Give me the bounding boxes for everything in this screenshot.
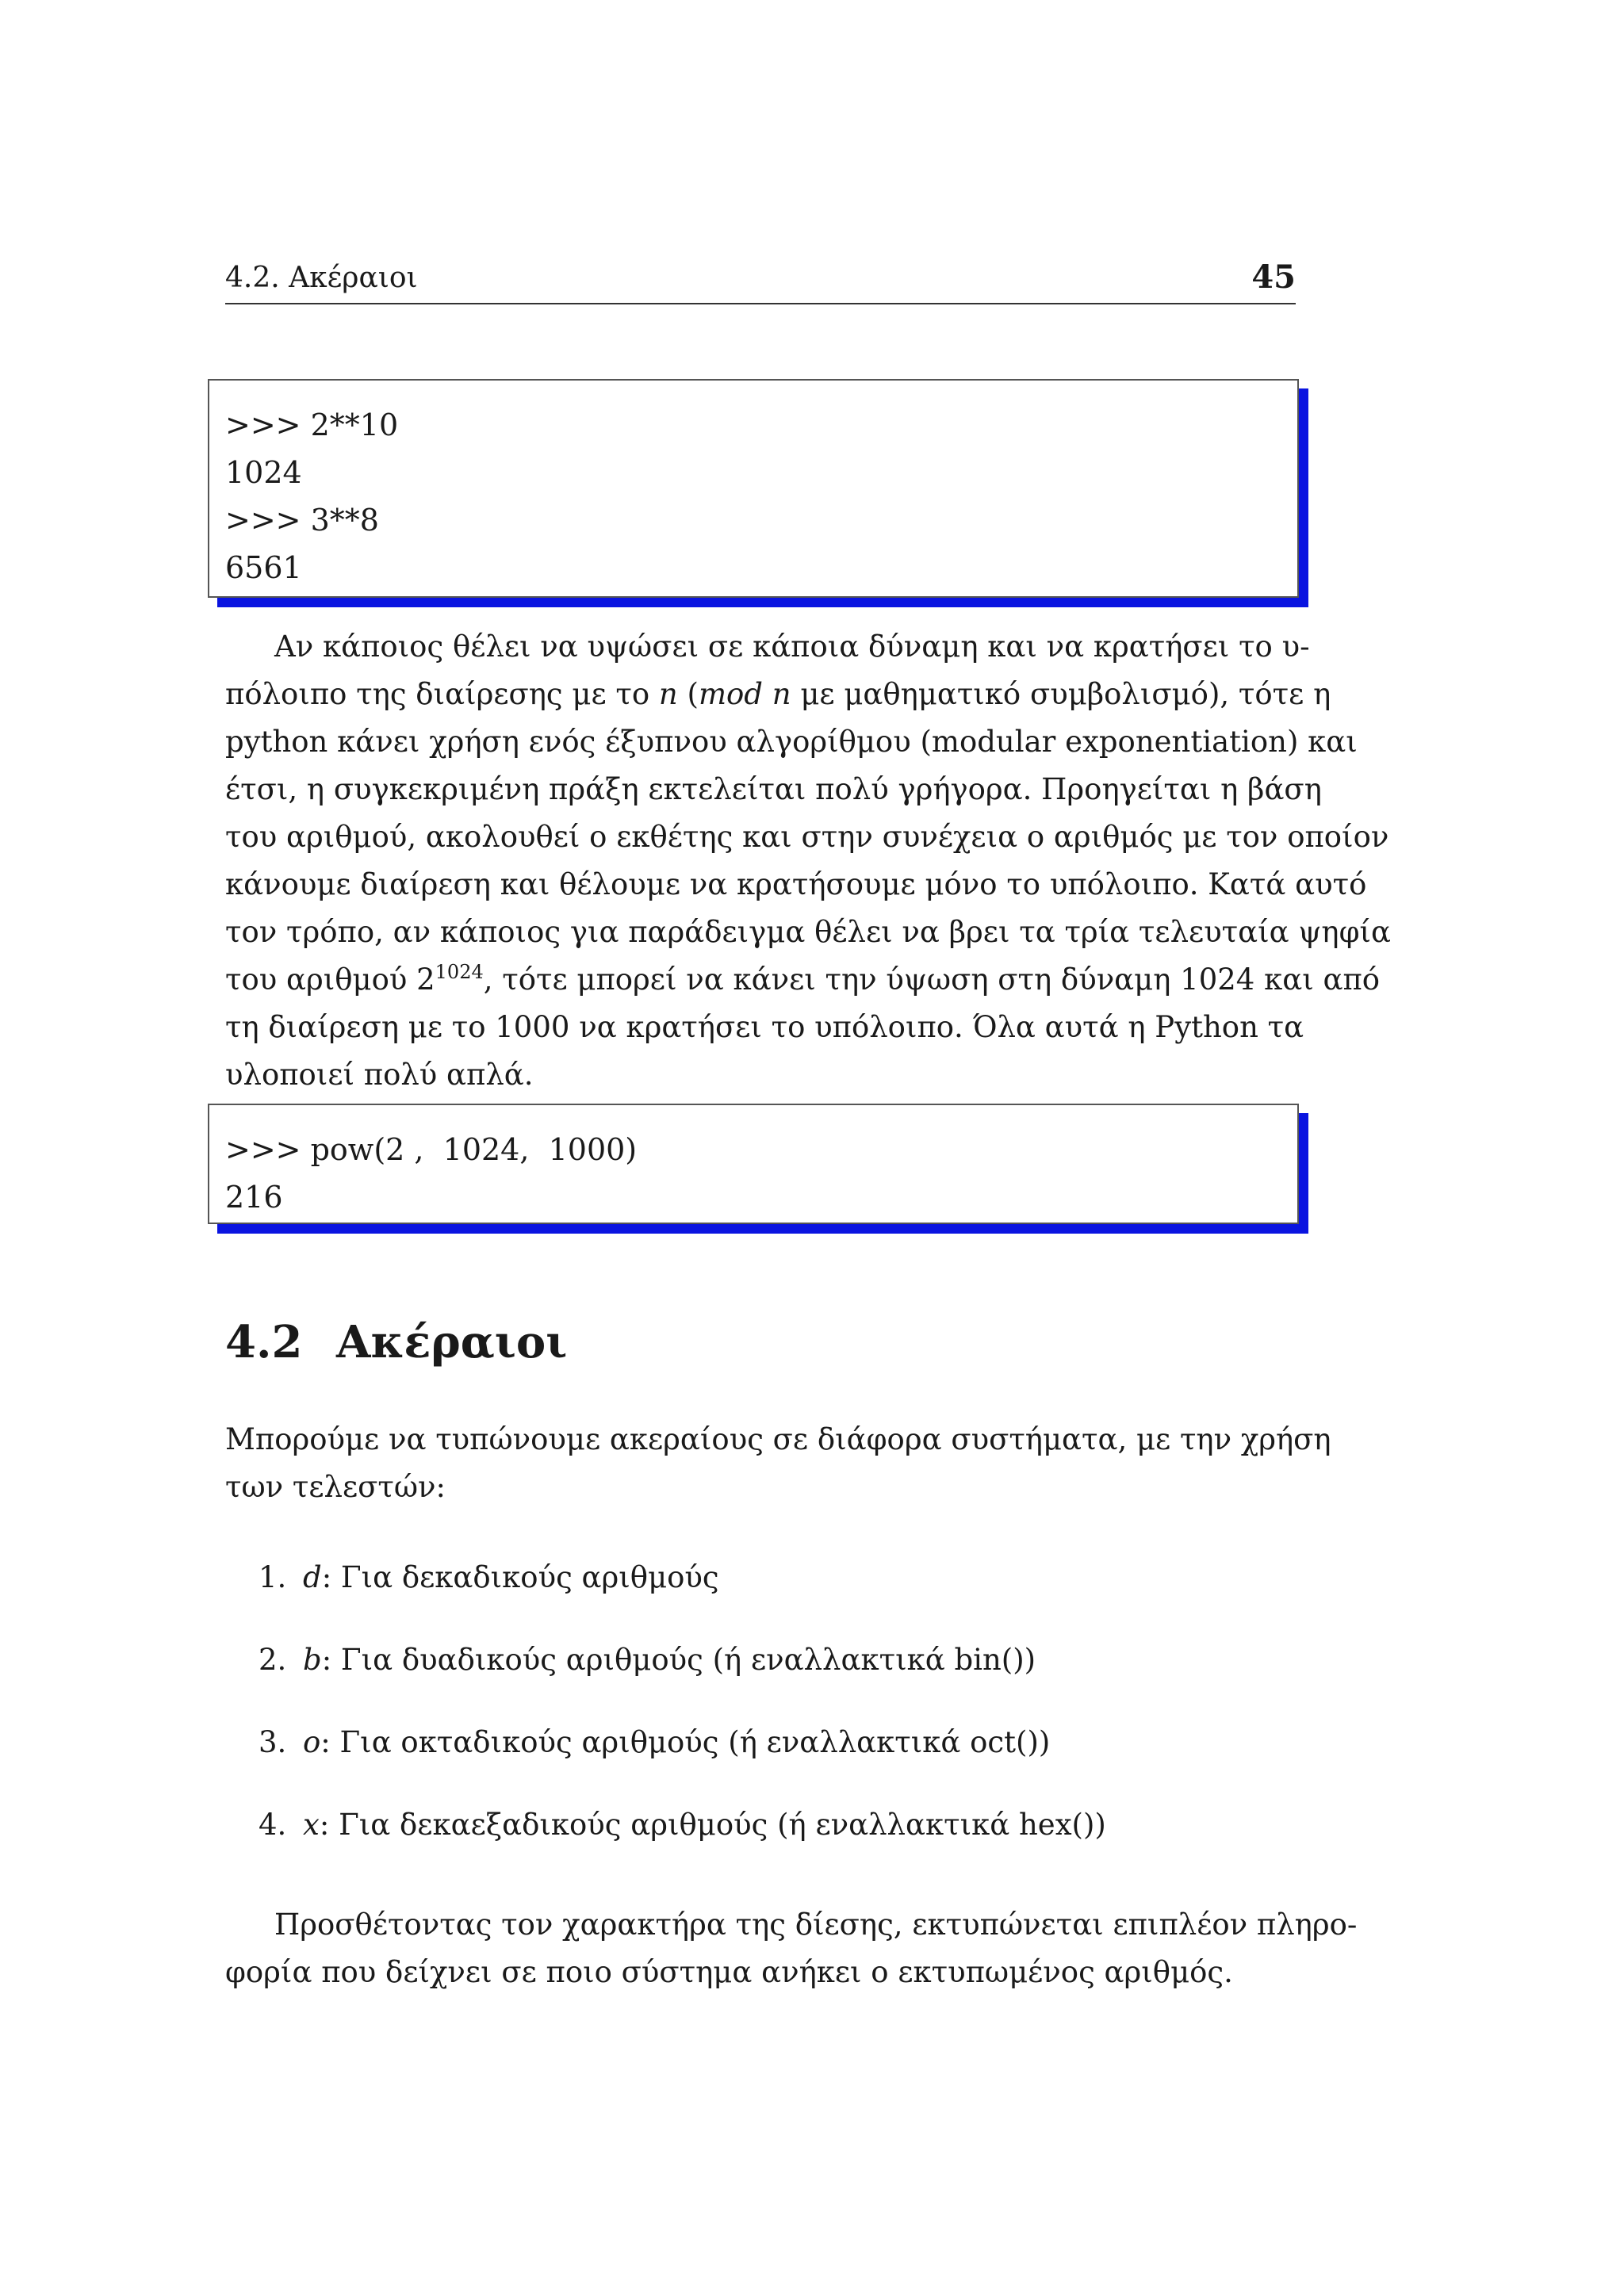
text-line: Αν κάποιος θέλει να υψώσει σε κάποια δύναμη και να κρατήσει το υ- [274,629,1310,664]
list-text: : Για δεκαδικούς αριθμούς [321,1560,719,1594]
section-title-text: Ακέραιοι [336,1316,568,1368]
operator-symbol: x [303,1808,320,1842]
operator-list [259,1554,1289,1884]
list-text: : Για δυαδικούς αριθμούς (ή εναλλακτικά bin()) [321,1643,1036,1677]
code-line: 216 [225,1180,283,1215]
operator-symbol: b [303,1643,322,1677]
list-item [259,1801,1289,1884]
math-number: 1024 [1180,962,1255,997]
text-line: έτσι, η συγκεκριμένη πράξη εκτελείται πολύ γρήγορα. Προηγείται η βάση [225,772,1322,806]
page-number: 45 [1251,258,1296,296]
code-block-powers [208,379,1299,598]
text-line: Μπορούμε να τυπώνουμε ακεραίους σε διάφορα συστήματα, με την χρήση [225,1422,1331,1456]
section-number: 4.2 [225,1316,303,1368]
math-base: 2 [416,962,435,997]
list-item [259,1554,1289,1636]
header-section-label: 4.2. Ακέραιοι [225,262,418,294]
text-span: να κρατήσει το υπόλοιπο. Όλα αυτά η Python τα [569,1010,1304,1044]
section-heading [225,1316,567,1368]
list-item [259,1719,1289,1801]
code-line: 6561 [225,550,302,585]
list-item [259,1636,1289,1719]
math-n: n [658,677,678,711]
text-line: του αριθμού, ακολουθεί ο εκθέτης και στην συνέχεια ο αριθμός με τον οποίον [225,820,1389,854]
text-span: του αριθμού [225,962,417,997]
text-line: python κάνει χρήση ενός έξυπνου αλγορίθμου (modular exponentiation) και [225,725,1358,759]
text-span: , τότε μπορεί να κάνει την ύψωση στη δύναμη [483,962,1181,997]
text-span: και από [1254,962,1381,997]
text-line: υλοποιεί πολύ απλά. [225,1058,534,1092]
text-line [225,956,1381,1004]
list-text: : Για δεκαεξαδικούς αριθμούς (ή εναλλακτικά hex()) [319,1808,1106,1842]
math-exponent: 1024 [435,961,484,983]
code-line: >>> 2**10 [225,408,399,442]
text-line: φορία που δείχνει σε ποιο σύστημα ανήκει ο εκτυπωμένος αριθμός. [225,1955,1233,1989]
text-span: με μαθηματικό συμβολισμό), τότε η [791,677,1331,711]
text-span: ( [677,677,699,711]
text-line: κάνουμε διαίρεση και θέλουμε να κρατήσουμε μόνο το υπόλοιπο. Κατά αυτό [225,867,1367,901]
paragraph-intro-operators [225,1416,1331,1511]
code-line: 1024 [225,455,302,490]
operator-symbol: o [303,1725,321,1759]
math-mod-n: mod n [698,677,791,711]
text-line [225,1004,1304,1051]
list-number: 1. [259,1560,287,1594]
code-line: >>> pow(2 , 1024, 1000) [225,1132,638,1167]
text-line: των τελεστών: [225,1470,446,1504]
text-span: πόλοιπο της διαίρεσης με το [225,677,659,711]
text-line [225,671,1331,718]
text-span: τη διαίρεση με το [225,1010,496,1044]
running-header [225,252,1296,304]
paragraph-modular-exponentiation [225,623,1391,1099]
code-block-pow [208,1104,1299,1224]
list-number: 3. [259,1725,287,1759]
text-line: Προσθέτοντας τον χαρακτήρα της δίεσης, εκτυπώνεται επιπλέον πληρο- [274,1908,1358,1942]
math-number: 1000 [495,1010,570,1044]
code-line: >>> 3**8 [225,503,379,538]
list-text: : Για οκταδικούς αριθμούς (ή εναλλακτικά oct()) [320,1725,1051,1759]
list-number: 4. [259,1808,287,1842]
paragraph-hash-prefix [225,1901,1358,1996]
text-line: τον τρόπο, αν κάποιος για παράδειγμα θέλει να βρει τα τρία τελευταία ψηφία [225,915,1391,949]
operator-symbol: d [303,1560,322,1594]
list-number: 2. [259,1643,287,1677]
